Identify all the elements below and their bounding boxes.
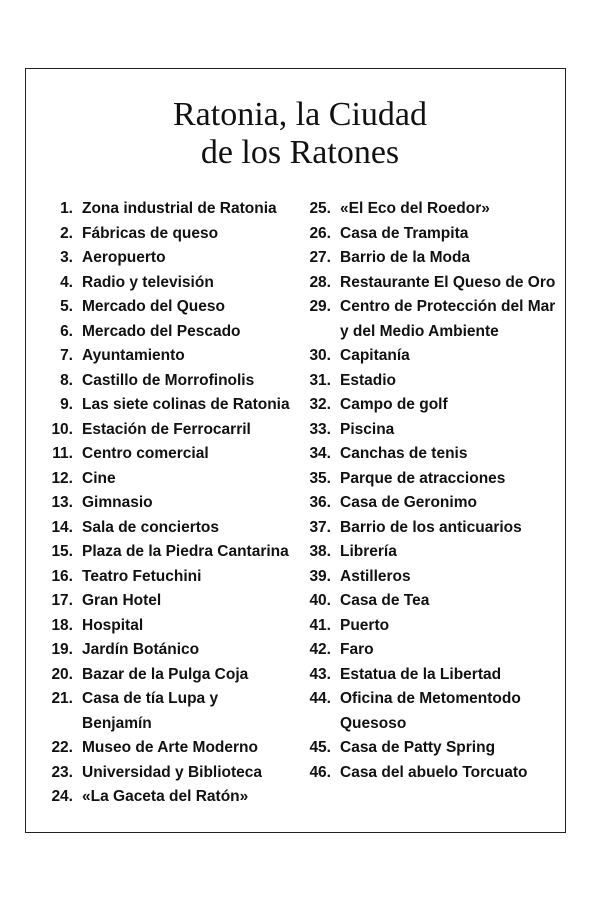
legend-item-number: 23. xyxy=(51,763,73,781)
legend-item-label: Plaza de la Piedra Cantarina xyxy=(82,543,289,560)
legend-item-label: Parque de atracciones xyxy=(340,469,506,487)
legend-item xyxy=(40,320,290,345)
legend-item xyxy=(40,344,290,369)
legend-item-number: 14. xyxy=(51,518,73,536)
legend-item xyxy=(298,295,560,344)
legend-item xyxy=(298,271,560,296)
legend-item-number: 34. xyxy=(309,445,331,462)
legend-item xyxy=(40,246,290,271)
legend-item-label: «La Gaceta del Ratón» xyxy=(82,788,249,805)
legend-item-number: 28. xyxy=(309,273,331,291)
legend-item-number: 19. xyxy=(51,641,73,658)
legend-item-number: 46. xyxy=(309,763,331,781)
legend-item-number: 3. xyxy=(60,249,73,266)
legend-item-label: Estadio xyxy=(340,371,396,389)
legend-item-label: Casa de Trampita xyxy=(340,224,469,242)
legend-item xyxy=(40,491,290,516)
legend-item-label: Capitanía xyxy=(340,347,410,364)
legend-item xyxy=(298,197,560,222)
legend-item xyxy=(40,295,290,320)
legend-item-number: 17. xyxy=(51,592,73,609)
legend-item xyxy=(298,589,560,614)
legend-item-label: «El Eco del Roedor» xyxy=(340,200,490,217)
legend-item-label: Castillo de Morrofinolis xyxy=(82,371,255,389)
legend-item-label: Casa de Geronimo xyxy=(340,494,477,511)
legend-item-label: Ayuntamiento xyxy=(82,347,185,364)
legend-item xyxy=(298,638,560,663)
legend-item-label: Museo de Arte Moderno xyxy=(82,739,258,756)
legend-item xyxy=(40,736,290,761)
legend-item xyxy=(298,516,560,541)
legend-item-number: 15. xyxy=(51,543,73,560)
page-title xyxy=(0,96,600,172)
legend-item xyxy=(298,369,560,394)
legend-item-number: 25. xyxy=(309,200,331,217)
legend-item xyxy=(40,761,290,786)
legend-item xyxy=(40,442,290,467)
legend-item-number: 22. xyxy=(51,739,73,756)
legend-item xyxy=(298,540,560,565)
legend-item-number: 13. xyxy=(51,494,73,511)
legend-item-number: 27. xyxy=(309,249,331,266)
legend-item xyxy=(40,785,290,810)
legend-column-right xyxy=(298,197,560,785)
legend-item-number: 2. xyxy=(60,224,73,242)
legend-item-label: Teatro Fetuchini xyxy=(82,567,202,585)
legend-item-number: 21. xyxy=(51,690,73,707)
legend-item xyxy=(298,344,560,369)
legend-item xyxy=(40,638,290,663)
legend-item-label: Barrio de los anticuarios xyxy=(340,518,522,536)
legend-item-label: Puerto xyxy=(340,616,390,634)
legend-item xyxy=(40,516,290,541)
legend-item-number: 43. xyxy=(309,665,331,683)
legend-item xyxy=(40,369,290,394)
legend-item-number: 18. xyxy=(51,616,73,634)
legend-item-number: 20. xyxy=(51,665,73,683)
legend-item-label: Restaurante El Queso de Oro xyxy=(340,273,556,291)
legend-item-number: 8. xyxy=(60,371,73,389)
legend-item xyxy=(40,467,290,492)
legend-item-label: Mercado del Pescado xyxy=(82,322,241,340)
legend-item-label: Bazar de la Pulga Coja xyxy=(82,665,249,683)
legend-item xyxy=(40,393,290,418)
legend-item xyxy=(40,663,290,688)
legend-item-label: Campo de golf xyxy=(340,396,448,413)
legend-item xyxy=(40,418,290,443)
legend-item-label: Estación de Ferrocarril xyxy=(82,420,251,438)
legend-item-label: Casa del abuelo Torcuato xyxy=(340,763,528,781)
legend-item-number: 11. xyxy=(52,445,73,462)
legend-item xyxy=(298,491,560,516)
legend-item xyxy=(40,271,290,296)
legend-item-number: 12. xyxy=(51,469,73,487)
legend-item xyxy=(298,663,560,688)
legend-item xyxy=(298,614,560,639)
legend-item-label: Gimnasio xyxy=(82,494,153,511)
legend-item-number: 35. xyxy=(309,469,331,487)
legend-column-left xyxy=(40,197,290,810)
legend-item-number: 44. xyxy=(309,690,331,707)
legend-item-number: 38. xyxy=(309,543,331,560)
legend-item-number: 40. xyxy=(309,592,331,609)
legend-item xyxy=(298,761,560,786)
legend-item xyxy=(298,565,560,590)
legend-item-label: Las siete colinas de Ratonia xyxy=(82,396,290,413)
legend-item-label: Canchas de tenis xyxy=(340,445,468,462)
legend-item-label: Faro xyxy=(340,641,374,658)
legend-item-number: 36. xyxy=(309,494,331,511)
legend-item xyxy=(40,565,290,590)
legend-item-number: 10. xyxy=(51,420,73,438)
legend-item-number: 39. xyxy=(309,567,331,585)
legend-item-label: Librería xyxy=(340,543,397,560)
legend-item-number: 7. xyxy=(60,347,73,364)
legend-item-number: 29. xyxy=(309,298,331,315)
legend-item xyxy=(298,222,560,247)
legend-item-label: Zona industrial de Ratonia xyxy=(82,200,277,217)
title-line-1: Ratonia, la Ciudad xyxy=(172,96,427,133)
legend-item-label: Aeropuerto xyxy=(82,249,166,266)
legend-item-label: Casa de Tea xyxy=(340,592,430,609)
legend-item xyxy=(298,418,560,443)
legend-item-number: 33. xyxy=(309,420,331,438)
legend-item xyxy=(298,736,560,761)
legend-item-number: 42. xyxy=(309,641,331,658)
legend-item-number: 32. xyxy=(309,396,331,413)
legend-item-label: Casa de tía Lupa y Benjamín xyxy=(82,690,219,732)
legend-item xyxy=(298,467,560,492)
legend-item xyxy=(40,222,290,247)
legend-item-label: Centro de Protección del Mar y del Medio Ambiente xyxy=(340,298,556,340)
legend-item xyxy=(40,540,290,565)
legend-item xyxy=(298,393,560,418)
legend-item-label: Mercado del Queso xyxy=(82,298,225,315)
legend-item xyxy=(298,442,560,467)
legend-item-number: 1. xyxy=(60,200,73,217)
legend-item-label: Fábricas de queso xyxy=(82,224,219,242)
legend-item xyxy=(40,687,290,736)
legend-item xyxy=(298,687,560,736)
legend-item-label: Centro comercial xyxy=(82,445,209,462)
legend-item-number: 9. xyxy=(60,396,73,413)
legend-item-number: 5. xyxy=(60,298,73,315)
legend-item-label: Jardín Botánico xyxy=(82,641,200,658)
legend-item-number: 24. xyxy=(51,788,73,805)
legend-item-label: Gran Hotel xyxy=(82,592,162,609)
legend-item-label: Astilleros xyxy=(340,567,411,585)
legend-item-label: Hospital xyxy=(82,616,144,634)
legend-item-number: 37. xyxy=(309,518,331,536)
legend-item-number: 16. xyxy=(51,567,73,585)
legend-item-label: Sala de conciertos xyxy=(82,518,219,536)
legend-item xyxy=(40,589,290,614)
legend-item-label: Casa de Patty Spring xyxy=(340,739,496,756)
legend-item xyxy=(40,197,290,222)
legend-item-number: 26. xyxy=(309,224,331,242)
legend-item-number: 6. xyxy=(60,322,73,340)
legend-item-label: Piscina xyxy=(340,420,395,438)
legend-item-label: Estatua de la Libertad xyxy=(340,665,502,683)
legend-item xyxy=(40,614,290,639)
legend-item-number: 31. xyxy=(309,371,331,389)
legend-item-label: Cine xyxy=(82,469,116,487)
legend-item-label: Universidad y Biblioteca xyxy=(82,763,263,781)
legend-item-label: Oficina de Metomentodo Quesoso xyxy=(340,690,521,732)
legend-item-number: 45. xyxy=(309,739,331,756)
legend-item-label: Radio y televisión xyxy=(82,273,214,291)
legend-item-number: 30. xyxy=(309,347,331,364)
legend-item-label: Barrio de la Moda xyxy=(340,249,471,266)
legend-item xyxy=(298,246,560,271)
legend-item-number: 41. xyxy=(309,616,331,634)
title-line-2: de los Ratones xyxy=(200,134,400,171)
legend-item-number: 4. xyxy=(60,273,73,291)
